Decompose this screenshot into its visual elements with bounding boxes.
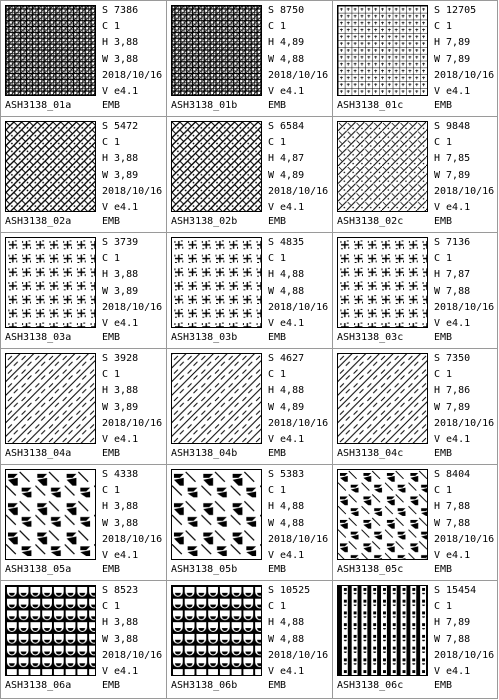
stitch-metadata	[434, 3, 497, 100]
file-name: ASH3138_02b	[171, 216, 238, 227]
pattern-preview[interactable]	[337, 5, 428, 96]
thumbnail-cell[interactable]	[1, 465, 167, 581]
height-value: H 3,88	[102, 501, 139, 513]
file-format: EMB	[102, 448, 121, 459]
stitch-metadata	[268, 467, 331, 564]
height-value: H 7,89	[434, 617, 471, 629]
file-name: ASH3138_06a	[5, 680, 72, 691]
width-value: W 7,88	[434, 285, 471, 297]
stitch-metadata	[434, 583, 497, 680]
version-value: V e4.1	[102, 317, 139, 329]
color-count: C 1	[268, 601, 287, 613]
stitch-count: S 8404	[434, 469, 471, 480]
thumbnail-cell[interactable]	[167, 117, 333, 233]
version-value: V e4.1	[268, 85, 305, 97]
thumbnail-cell[interactable]	[333, 1, 498, 117]
stitch-metadata	[434, 467, 497, 564]
file-name: ASH3138_05b	[171, 564, 238, 575]
date-value: 2018/10/16	[268, 417, 329, 429]
pattern-preview[interactable]	[171, 353, 262, 444]
stitch-count: S 7136	[434, 237, 471, 248]
version-value: V e4.1	[434, 85, 471, 97]
version-value: V e4.1	[102, 201, 139, 213]
pattern-preview[interactable]	[5, 5, 96, 96]
thumbnail-cell[interactable]	[167, 465, 333, 581]
thumbnail-cell[interactable]	[167, 581, 333, 699]
thumbnail-cell[interactable]	[333, 349, 498, 465]
height-value: H 4,88	[268, 385, 305, 397]
color-count: C 1	[102, 601, 121, 613]
stitch-count: S 15454	[434, 585, 477, 596]
version-value: V e4.1	[268, 549, 305, 561]
width-value: W 3,89	[102, 285, 139, 297]
file-name: ASH3138_06c	[337, 680, 404, 691]
stitch-metadata	[102, 583, 165, 680]
thumbnail-cell[interactable]	[333, 117, 498, 233]
color-count: C 1	[268, 21, 287, 33]
version-value: V e4.1	[434, 549, 471, 561]
pattern-preview[interactable]	[337, 469, 428, 560]
version-value: V e4.1	[102, 665, 139, 677]
height-value: H 4,88	[268, 269, 305, 281]
stitch-count: S 10525	[268, 585, 311, 596]
file-name: ASH3138_06b	[171, 680, 238, 691]
date-value: 2018/10/16	[102, 185, 163, 197]
stitch-count: S 4835	[268, 237, 305, 248]
pattern-preview[interactable]	[337, 585, 428, 676]
file-name: ASH3138_04a	[5, 448, 72, 459]
stitch-count: S 9848	[434, 121, 471, 132]
height-value: H 3,88	[102, 269, 139, 281]
file-format: EMB	[102, 680, 121, 691]
height-value: H 7,86	[434, 385, 471, 397]
thumbnail-cell[interactable]	[1, 1, 167, 117]
version-value: V e4.1	[434, 317, 471, 329]
stitch-metadata	[268, 3, 331, 100]
width-value: W 7,89	[434, 169, 471, 181]
file-format: EMB	[268, 448, 287, 459]
stitch-metadata	[268, 235, 331, 332]
file-name: ASH3138_05c	[337, 564, 404, 575]
stitch-count: S 3928	[102, 353, 139, 364]
file-format: EMB	[434, 100, 453, 111]
version-value: V e4.1	[268, 433, 305, 445]
file-format: EMB	[102, 564, 121, 575]
color-count: C 1	[268, 253, 287, 265]
stitch-count: S 6584	[268, 121, 305, 132]
version-value: V e4.1	[102, 85, 139, 97]
stitch-count: S 8523	[102, 585, 139, 596]
width-value: W 4,88	[268, 53, 305, 65]
color-count: C 1	[434, 369, 453, 381]
height-value: H 4,87	[268, 153, 305, 165]
thumbnail-cell[interactable]	[1, 349, 167, 465]
file-name: ASH3138_04b	[171, 448, 238, 459]
thumbnail-cell[interactable]	[167, 349, 333, 465]
color-count: C 1	[102, 369, 121, 381]
date-value: 2018/10/16	[102, 301, 163, 313]
stitch-count: S 7386	[102, 5, 139, 16]
color-count: C 1	[434, 21, 453, 33]
stitch-metadata	[268, 583, 331, 680]
color-count: C 1	[268, 137, 287, 149]
date-value: 2018/10/16	[434, 649, 495, 661]
thumbnail-cell[interactable]	[167, 233, 333, 349]
color-count: C 1	[434, 485, 453, 497]
pattern-preview[interactable]	[337, 353, 428, 444]
thumbnail-cell[interactable]	[167, 1, 333, 117]
version-value: V e4.1	[268, 201, 305, 213]
width-value: W 7,89	[434, 401, 471, 413]
file-format: EMB	[268, 564, 287, 575]
date-value: 2018/10/16	[102, 417, 163, 429]
file-format: EMB	[102, 100, 121, 111]
thumbnail-cell[interactable]	[1, 117, 167, 233]
pattern-preview[interactable]	[171, 121, 262, 212]
date-value: 2018/10/16	[434, 185, 495, 197]
stitch-metadata	[434, 235, 497, 332]
date-value: 2018/10/16	[102, 533, 163, 545]
pattern-preview[interactable]	[5, 353, 96, 444]
width-value: W 3,88	[102, 633, 139, 645]
stitch-metadata	[102, 119, 165, 216]
version-value: V e4.1	[102, 549, 139, 561]
width-value: W 7,88	[434, 633, 471, 645]
file-format: EMB	[434, 448, 453, 459]
file-name: ASH3138_05a	[5, 564, 72, 575]
height-value: H 3,88	[102, 37, 139, 49]
width-value: W 4,89	[268, 401, 305, 413]
version-value: V e4.1	[268, 665, 305, 677]
file-name: ASH3138_03c	[337, 332, 404, 343]
date-value: 2018/10/16	[268, 69, 329, 81]
file-name: ASH3138_01c	[337, 100, 404, 111]
width-value: W 4,88	[268, 633, 305, 645]
width-value: W 4,88	[268, 517, 305, 529]
version-value: V e4.1	[434, 201, 471, 213]
file-name: ASH3138_02c	[337, 216, 404, 227]
version-value: V e4.1	[434, 433, 471, 445]
stitch-count: S 4627	[268, 353, 305, 364]
stitch-metadata	[434, 351, 497, 448]
stitch-metadata	[268, 119, 331, 216]
date-value: 2018/10/16	[268, 185, 329, 197]
file-format: EMB	[102, 332, 121, 343]
stitch-metadata	[102, 235, 165, 332]
file-format: EMB	[268, 216, 287, 227]
file-format: EMB	[434, 564, 453, 575]
thumbnail-cell[interactable]	[1, 233, 167, 349]
height-value: H 7,87	[434, 269, 471, 281]
stitch-metadata	[268, 351, 331, 448]
stitch-metadata	[102, 3, 165, 100]
file-format: EMB	[102, 216, 121, 227]
width-value: W 7,88	[434, 517, 471, 529]
stitch-metadata	[102, 467, 165, 564]
height-value: H 4,89	[268, 37, 305, 49]
file-name: ASH3138_04c	[337, 448, 404, 459]
date-value: 2018/10/16	[102, 649, 163, 661]
pattern-preview[interactable]	[5, 237, 96, 328]
file-name: ASH3138_01b	[171, 100, 238, 111]
file-format: EMB	[434, 332, 453, 343]
width-value: W 3,88	[102, 53, 139, 65]
color-count: C 1	[434, 253, 453, 265]
stitch-count: S 4338	[102, 469, 139, 480]
date-value: 2018/10/16	[434, 417, 495, 429]
color-count: C 1	[102, 21, 121, 33]
color-count: C 1	[434, 137, 453, 149]
pattern-preview[interactable]	[337, 121, 428, 212]
date-value: 2018/10/16	[268, 533, 329, 545]
color-count: C 1	[102, 485, 121, 497]
file-name: ASH3138_03b	[171, 332, 238, 343]
color-count: C 1	[102, 137, 121, 149]
stitch-count: S 5383	[268, 469, 305, 480]
color-count: C 1	[268, 485, 287, 497]
stitch-count: S 7350	[434, 353, 471, 364]
height-value: H 3,88	[102, 385, 139, 397]
height-value: H 7,85	[434, 153, 471, 165]
pattern-preview[interactable]	[171, 469, 262, 560]
color-count: C 1	[434, 601, 453, 613]
version-value: V e4.1	[102, 433, 139, 445]
version-value: V e4.1	[268, 317, 305, 329]
width-value: W 7,89	[434, 53, 471, 65]
thumbnail-cell[interactable]	[333, 233, 498, 349]
file-format: EMB	[434, 680, 453, 691]
height-value: H 3,88	[102, 617, 139, 629]
stitch-metadata	[434, 119, 497, 216]
height-value: H 4,88	[268, 501, 305, 513]
height-value: H 3,88	[102, 153, 139, 165]
pattern-preview[interactable]	[171, 237, 262, 328]
file-name: ASH3138_02a	[5, 216, 72, 227]
width-value: W 4,89	[268, 169, 305, 181]
date-value: 2018/10/16	[434, 69, 495, 81]
file-format: EMB	[268, 680, 287, 691]
file-format: EMB	[268, 100, 287, 111]
width-value: W 3,89	[102, 401, 139, 413]
width-value: W 3,88	[102, 517, 139, 529]
width-value: W 3,89	[102, 169, 139, 181]
stitch-count: S 3739	[102, 237, 139, 248]
color-count: C 1	[268, 369, 287, 381]
stitch-count: S 12705	[434, 5, 477, 16]
pattern-preview[interactable]	[5, 121, 96, 212]
date-value: 2018/10/16	[268, 649, 329, 661]
version-value: V e4.1	[434, 665, 471, 677]
stitch-count: S 8750	[268, 5, 305, 16]
file-name: ASH3138_01a	[5, 100, 72, 111]
width-value: W 4,88	[268, 285, 305, 297]
file-format: EMB	[268, 332, 287, 343]
date-value: 2018/10/16	[102, 69, 163, 81]
stitch-metadata	[102, 351, 165, 448]
file-name: ASH3138_03a	[5, 332, 72, 343]
height-value: H 7,88	[434, 501, 471, 513]
pattern-preview[interactable]	[171, 5, 262, 96]
height-value: H 7,89	[434, 37, 471, 49]
pattern-preview[interactable]	[5, 469, 96, 560]
pattern-preview[interactable]	[171, 585, 262, 676]
color-count: C 1	[102, 253, 121, 265]
thumbnail-cell[interactable]	[333, 581, 498, 699]
file-format: EMB	[434, 216, 453, 227]
date-value: 2018/10/16	[434, 533, 495, 545]
date-value: 2018/10/16	[268, 301, 329, 313]
height-value: H 4,88	[268, 617, 305, 629]
thumbnail-cell[interactable]	[1, 581, 167, 699]
stitch-count: S 5472	[102, 121, 139, 132]
date-value: 2018/10/16	[434, 301, 495, 313]
pattern-preview[interactable]	[5, 585, 96, 676]
thumbnail-cell[interactable]	[333, 465, 498, 581]
pattern-preview[interactable]	[337, 237, 428, 328]
